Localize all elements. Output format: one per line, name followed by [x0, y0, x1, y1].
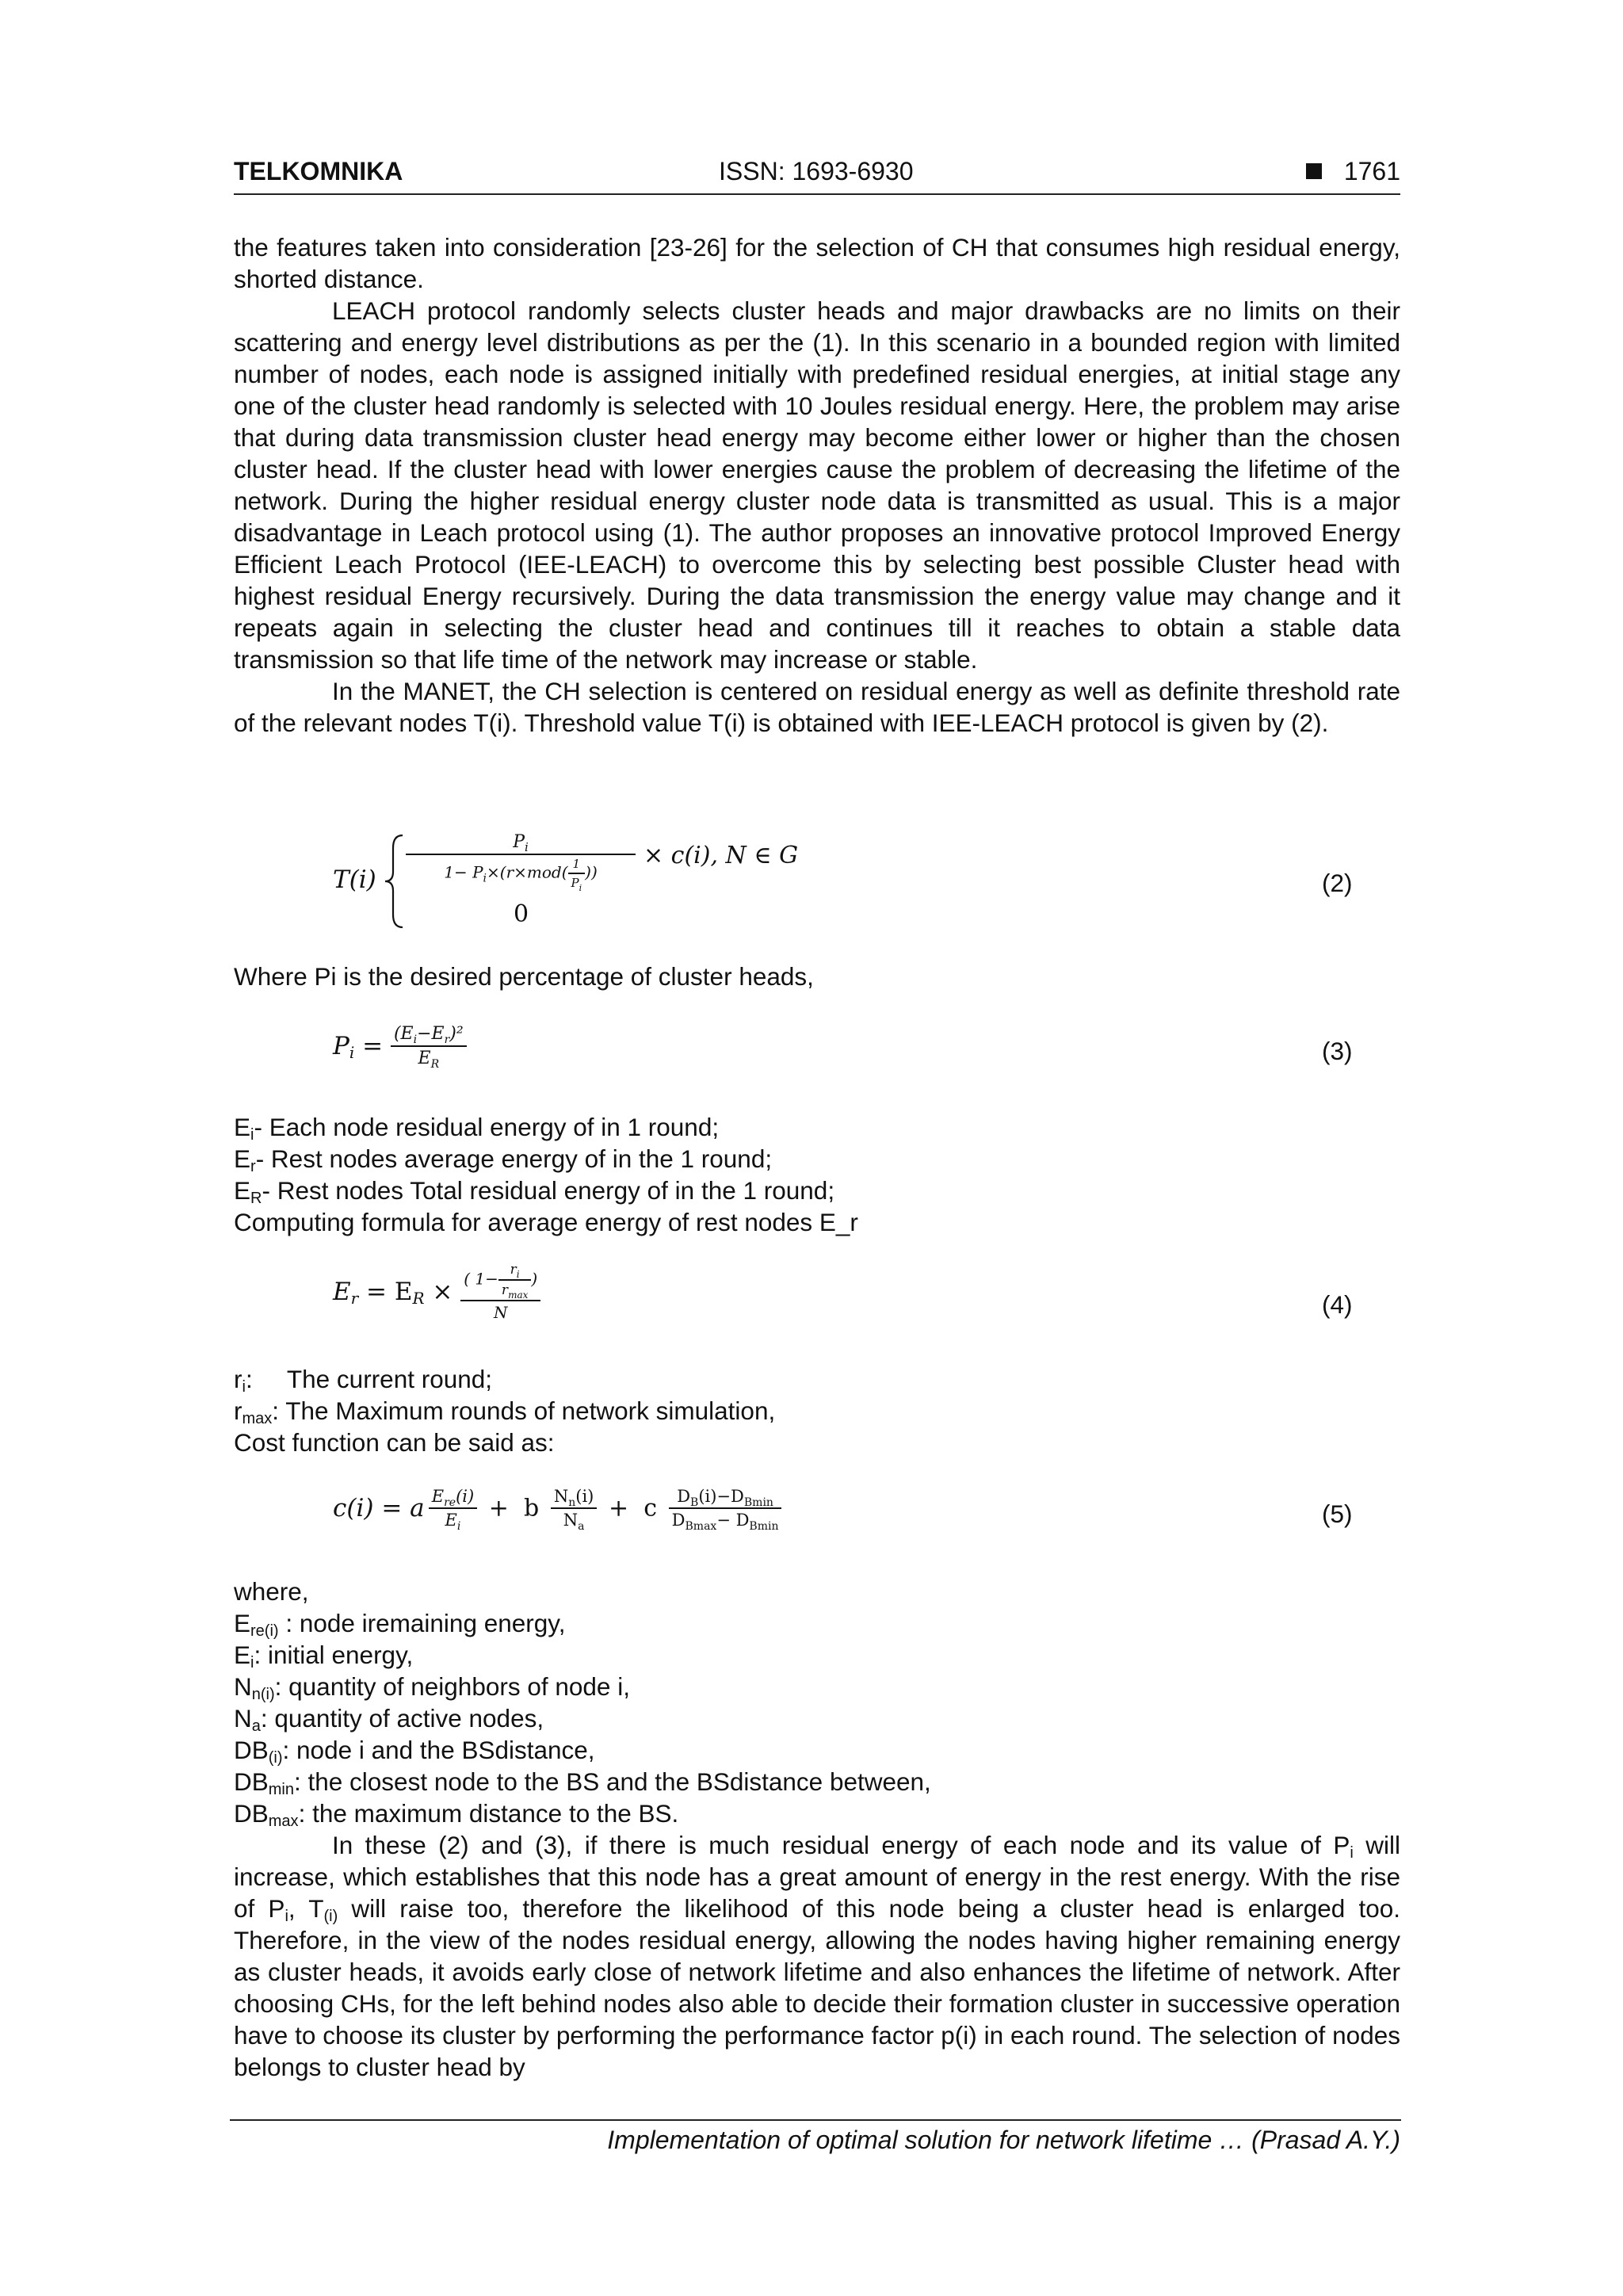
- def-ri-text: : The current round;: [245, 1365, 493, 1393]
- eq4-mid-sub: R: [412, 1289, 425, 1308]
- eq2-zero: 0: [514, 900, 529, 928]
- where-text: where,: [234, 1577, 309, 1606]
- page-number: 1761: [1343, 157, 1400, 185]
- cost-function-text: Cost function can be said as:: [234, 1428, 555, 1457]
- eq4-denominator: N: [493, 1303, 508, 1322]
- def-er: [234, 1143, 1400, 1175]
- eq5-f1-num: [429, 1487, 477, 1509]
- eq5-lhs: c(i) = a: [333, 1494, 425, 1522]
- eq4-lhs-sub: r: [350, 1289, 359, 1308]
- eq2-den-c: )): [585, 862, 598, 882]
- para4-d: will raise too, therefore the likelihood of this node being a cluster head is enlarged too. Therefore, in the view of the nodes residual energy, allowing the nodes having higher remaining energy as cluster heads, it avoids early close of network lifetime and also enhances the lifetime of network. After choosing CHs, for the left behind nodes also able to decide their formation cluster in successive operation have to choose its cluster by performing the performance factor p(i) in each round. The selection of nodes belongs to cluster head by: [234, 1894, 1400, 2081]
- eq5-f1-num-sub: re: [444, 1496, 456, 1509]
- def-ri-sym: r: [234, 1365, 242, 1393]
- paragraph-2: LEACH protocol randomly selects cluster heads and major drawbacks are no limits on their scattering and energy level distributions as per the (1). In this scenario in a bounded region with limited number of nodes, each node is assigned initially with predefined residual energies, at initial stage any one of the cluster head randomly is selected with 10 Joules residual energy. Here, the problem may arise that during data transmission cluster head energy may become either lower or higher than the chosen cluster head. If the cluster head with lower energies cause the problem of decreasing the lifetime of the network. During the higher residual energy cluster node data is transmitted as usual. This is a major disadvantage in Leach protocol using (1). The author proposes an innovative protocol Improved Energy Efficient Leach Protocol (IEE-LEACH) to overcome this by selecting best possible Cluster head with highest residual Energy recursively. During the data transmission the energy value may change and it repeats again in selecting the cluster head and continues till it reaches to obtain a stable data transmission so that life time of the network may increase or stable.: [234, 296, 1400, 674]
- body-section-1: [234, 231, 1400, 739]
- def-db: [234, 1734, 1400, 1766]
- paragraph-1: the features taken into consideration [23-26] for the selection of CH that consumes high residual energy, shorted distance.: [234, 233, 1400, 293]
- eq4-fraction: [460, 1262, 540, 1322]
- eq5-f3-den: [669, 1509, 782, 1533]
- eq2-denominator: [406, 855, 636, 893]
- eq2-inner-sub: i: [579, 883, 582, 893]
- eq2-inner-num: 1: [568, 857, 586, 874]
- eq5-f2-den: [551, 1509, 598, 1533]
- eq4-inner-den: [498, 1281, 531, 1301]
- def-ei-text: - Each node residual energy of in 1 round;: [254, 1113, 720, 1141]
- eq5-f3-num-sub2: Bmin: [743, 1496, 773, 1509]
- def-eR-sub: R: [250, 1190, 262, 1207]
- def-ei: [234, 1111, 1400, 1143]
- eq3-numerator: [391, 1024, 467, 1047]
- eq5-f2-num-sub: n: [568, 1496, 576, 1509]
- para4-a-sub: i: [1350, 1844, 1354, 1862]
- para4-b: will increase, which establishes that this node has a great amount of energy in the rest energy. With the rise of P: [234, 1831, 1400, 1923]
- def-eR-text: - Rest nodes Total residual energy of in the 1 round;: [262, 1176, 835, 1205]
- eq2-den-sub: i: [483, 872, 487, 885]
- left-brace-icon: [384, 834, 406, 929]
- def-ere-text: : node iremaining energy,: [278, 1609, 566, 1637]
- eq3-num-a: (E: [393, 1024, 414, 1044]
- eq3-number: (3): [1322, 1037, 1353, 1065]
- eq3-lhs-p: P: [333, 1032, 349, 1060]
- eq5-f3-num: [669, 1487, 782, 1509]
- eq3-lhs: [333, 1032, 391, 1060]
- def-ere-sub: re(i): [250, 1622, 279, 1640]
- eq3-den-sub: R: [430, 1058, 440, 1071]
- eq2-num-sub: i: [525, 840, 529, 854]
- eq4-inner-num: [498, 1262, 531, 1281]
- eq5-f2-den-sub: a: [578, 1520, 585, 1533]
- where-pi-line: [234, 961, 1400, 992]
- eq4-mid: = E: [358, 1278, 413, 1306]
- eq5-f1-num-end: (i): [456, 1487, 475, 1506]
- equation-2: [333, 827, 840, 946]
- def-na-sub: a: [251, 1717, 261, 1735]
- def-dbmin-sym: DB: [234, 1767, 269, 1796]
- definitions-energy: [234, 1111, 1400, 1238]
- eq5-f1-den-e: E: [445, 1511, 457, 1530]
- def-ere: [234, 1607, 1400, 1639]
- eq5-f2-num-n: N: [553, 1487, 569, 1506]
- eq4-r-sub: i: [516, 1269, 520, 1280]
- def-ei-sub: i: [250, 1126, 254, 1144]
- eq2-inner-den: [568, 874, 586, 893]
- eq2-tail: × c(i), N ∈ G: [643, 842, 799, 869]
- equation-5: [333, 1487, 781, 1550]
- eq5-f3-num-mid: (i)−D: [698, 1487, 744, 1506]
- definitions-rounds: [234, 1363, 1400, 1458]
- def-dbmax: [234, 1797, 1400, 1829]
- body-section-2: [234, 1576, 1400, 2083]
- def-nn-sub: n(i): [251, 1686, 275, 1703]
- paragraph-4: [234, 1829, 1400, 2083]
- eq4-numerator: [460, 1262, 540, 1301]
- equation-3: [333, 1024, 467, 1087]
- eq5-fraction-1: [429, 1487, 477, 1533]
- para4-c: , T: [288, 1894, 324, 1923]
- eq5-fraction-3: [669, 1487, 782, 1533]
- eq5-f3-den-d: D: [671, 1511, 685, 1530]
- eq3-lhs-sub: i: [349, 1043, 355, 1062]
- paragraph-3: In the MANET, the CH selection is centered on residual energy as well as definite threshold rate of the relevant nodes T(i). Threshold value T(i) is obtained with IEE-LEACH protocol is given by (2).: [234, 677, 1400, 737]
- def-na: [234, 1702, 1400, 1734]
- para4-a: In these (2) and (3), if there is much residual energy of each node and its value of P: [332, 1831, 1350, 1859]
- footer-rule: [230, 2119, 1401, 2121]
- eq5-f3-den-mid: − D: [716, 1511, 750, 1530]
- eq2-inner-fraction: [568, 857, 586, 893]
- eq4-lhs-e: E: [333, 1278, 351, 1306]
- eq4-rmax-sub: max: [508, 1289, 529, 1301]
- eq4-number: (4): [1322, 1290, 1353, 1319]
- eq2-den-a: 1− P: [444, 862, 483, 882]
- eq2-den-b: ×(r×mod(: [487, 862, 568, 882]
- equation-4: [333, 1262, 540, 1341]
- def-rmax-sub: max: [242, 1410, 273, 1427]
- eq3-num-end: )²: [449, 1024, 464, 1044]
- eq4-r: r: [510, 1262, 517, 1278]
- eq4-rmax: r: [501, 1282, 509, 1298]
- def-na-text: : quantity of active nodes,: [260, 1704, 544, 1733]
- def-nn-text: : quantity of neighbors of node i,: [274, 1672, 630, 1701]
- para4-c-sub: (i): [323, 1908, 338, 1925]
- eq5-f2-num-end: (i): [575, 1487, 594, 1506]
- eq3-fraction: [391, 1024, 467, 1071]
- eq5-fraction-2: [551, 1487, 598, 1533]
- eq2-lhs: T(i): [333, 865, 376, 894]
- def-ei-initial-sym: E: [234, 1641, 251, 1669]
- running-header: [234, 154, 1400, 195]
- def-er-sym: E: [234, 1144, 251, 1173]
- eq4-num-end: ): [531, 1269, 538, 1289]
- eq5-f3-den-sub2: Bmin: [749, 1520, 779, 1533]
- def-eR-sym: E: [234, 1176, 251, 1205]
- def-rmax: [234, 1395, 1400, 1427]
- def-dbmax-sym: DB: [234, 1799, 269, 1828]
- journal-name: TELKOMNIKA: [234, 157, 403, 185]
- eq2-fraction: [406, 832, 636, 893]
- def-nn-sym: N: [234, 1672, 252, 1701]
- eq5-f1-den: [429, 1509, 477, 1533]
- eq5-f1-num-e: E: [431, 1487, 445, 1506]
- eq5-plus-b: + b: [481, 1494, 547, 1522]
- def-ei-initial-text: : initial energy,: [254, 1641, 414, 1669]
- eq5-number: (5): [1322, 1499, 1353, 1528]
- def-ei-sym: E: [234, 1113, 251, 1141]
- eq3-den-e: E: [418, 1049, 431, 1068]
- running-footer: Implementation of optimal solution for network lifetime … (Prasad A.Y.): [607, 2126, 1400, 2154]
- def-dbmax-sub: max: [268, 1813, 299, 1830]
- def-db-sym: DB: [234, 1736, 269, 1764]
- eq5-f2-den-n: N: [563, 1511, 579, 1530]
- def-er-text: - Rest nodes average energy of in the 1 round;: [255, 1144, 773, 1173]
- def-dbmax-text: : the maximum distance to the BS.: [298, 1799, 679, 1828]
- eq2-num-p: P: [513, 832, 525, 852]
- def-er-sub: r: [250, 1158, 256, 1175]
- issn: ISSN: 1693-6930: [719, 157, 914, 185]
- def-ei-initial-sub: i: [250, 1654, 254, 1671]
- eq2-inner-p: P: [571, 876, 579, 890]
- black-square-icon: [1306, 163, 1322, 179]
- def-dbmin-text: : the closest node to the BS and the BSdistance between,: [294, 1767, 931, 1796]
- eq4-inner-fraction: [498, 1262, 531, 1301]
- def-db-text: : node i and the BSdistance,: [282, 1736, 595, 1764]
- eq5-f1-den-sub: i: [456, 1520, 461, 1533]
- eq2-number: (2): [1322, 869, 1353, 897]
- def-ere-sym: E: [234, 1609, 251, 1637]
- eq5-f3-den-sub1: Bmax: [685, 1520, 717, 1533]
- para4-b-sub: i: [285, 1908, 288, 1925]
- page-number-block: [1306, 157, 1400, 186]
- def-ei-initial: [234, 1639, 1400, 1671]
- eq3-denominator: [391, 1047, 467, 1071]
- eq5-f3-num-sub1: B: [690, 1496, 699, 1509]
- eq5-f3-num-d: D: [677, 1487, 691, 1506]
- eq4-num-a: ( 1−: [464, 1269, 498, 1289]
- eq5-plus-c: + c: [601, 1494, 665, 1522]
- def-ri: [234, 1363, 1400, 1395]
- def-dbmin: [234, 1766, 1400, 1797]
- def-rmax-text: : The Maximum rounds of network simulation,: [272, 1396, 776, 1425]
- eq4-lhs: [333, 1278, 460, 1306]
- eq3-num-mid: −E: [417, 1024, 445, 1044]
- computing-formula-text: Computing formula for average energy of rest nodes E_r: [234, 1208, 858, 1236]
- def-rmax-sym: r: [234, 1396, 242, 1425]
- def-eR: [234, 1175, 1400, 1206]
- eq2-numerator: [406, 832, 636, 855]
- eq5-f2-num: [551, 1487, 598, 1509]
- def-nn: [234, 1671, 1400, 1702]
- eq3-num-sub1: i: [413, 1033, 418, 1046]
- def-dbmin-sub: min: [268, 1781, 294, 1798]
- eq4-times: ×: [424, 1278, 461, 1306]
- eq3-num-sub2: r: [444, 1033, 450, 1046]
- def-na-sym: N: [234, 1704, 252, 1733]
- def-db-sub: (i): [268, 1749, 283, 1767]
- eq3-equals: =: [354, 1032, 391, 1060]
- def-ri-sub: i: [242, 1378, 246, 1396]
- where-pi-text: Where Pi is the desired percentage of cluster heads,: [234, 962, 814, 991]
